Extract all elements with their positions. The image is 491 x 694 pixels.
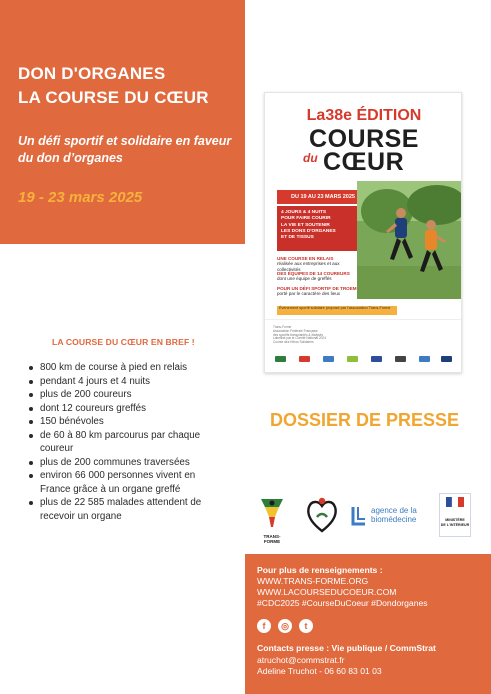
list-item: 150 bénévoles xyxy=(40,415,228,429)
ministere-line-1: MINISTÈRE xyxy=(445,518,465,522)
poster-footer-line: Course des Héros Solidaires xyxy=(273,340,314,345)
poster-red-line: LA VIE ET SOUTENIR xyxy=(281,222,330,228)
list-item: plus de 200 communes traversées xyxy=(40,456,228,470)
poster-info-1-title: UNE COURSE EN RELAIS xyxy=(277,256,334,261)
page-title xyxy=(18,62,209,110)
ministere-logo xyxy=(439,493,471,537)
facts-list xyxy=(40,361,228,523)
agence-logo-icon xyxy=(350,505,368,527)
poster-red-line: 4 JOURS & 4 NUITS xyxy=(281,210,327,215)
twitter-icon[interactable]: t xyxy=(299,619,313,633)
info-title: Pour plus de renseignements : xyxy=(257,565,383,575)
transforme-logo xyxy=(257,495,287,544)
partner-logo-icon xyxy=(347,356,358,362)
agence-line-1: agence de la xyxy=(371,506,417,515)
poster-info-3 xyxy=(277,286,359,297)
event-dates: 19 - 23 mars 2025 xyxy=(18,189,143,206)
title-panel xyxy=(0,0,245,244)
list-item: environ 66 000 personnes vivent en France grâce à un organe greffé xyxy=(40,469,228,496)
title-line-2: LA COURSE DU CŒUR xyxy=(18,88,209,107)
agence-biomedecine-logo xyxy=(350,505,430,529)
dossier-heading: DOSSIER DE PRESSE xyxy=(270,410,460,430)
poster-info-2-text: dont une équipe de greffés xyxy=(277,276,332,282)
hashtags: #CDC2025 #CourseDuCoeur #Dondorganes xyxy=(257,598,428,608)
title-line-1: DON D'ORGANES xyxy=(18,64,166,83)
poster-footer-line: Labellisé par le Comité National 2024 xyxy=(273,336,326,341)
list-item: dont 12 coureurs greffés xyxy=(40,402,228,416)
partner-logos xyxy=(255,493,491,544)
poster-red-box xyxy=(277,206,357,251)
website-link-lacourseducoeur[interactable]: WWW.LACOURSEDUCOEUR.COM xyxy=(257,587,397,597)
contact-panel xyxy=(245,554,491,694)
poster-red-line: LES DONS D'ORGANES xyxy=(281,228,336,234)
ministere-logo-text xyxy=(440,518,470,527)
runners-photo xyxy=(357,181,462,299)
poster-footer-line: Association Fédérale Française xyxy=(273,328,318,333)
transforme-logo-text: TRANS-FORME xyxy=(263,534,281,544)
poster-info-1-text: réalisée aux entreprises et aux collectivités xyxy=(277,261,340,272)
poster-footer xyxy=(265,319,462,373)
agence-logo-text xyxy=(371,506,417,524)
french-flag-icon xyxy=(440,496,470,510)
subtitle: Un défi sportif et solidaire en faveur du don d’organes xyxy=(18,134,232,165)
partner-logo-icon xyxy=(299,356,310,362)
list-item: 800 km de course à pied en relais xyxy=(40,361,228,375)
event-poster xyxy=(264,92,462,373)
facebook-icon[interactable]: f xyxy=(257,619,271,633)
poster-info-2-title: DES ÉQUIPES DE 14 COUREURS xyxy=(277,271,350,276)
list-item: plus de 22 585 malades attendent de recevoir un organe xyxy=(40,496,228,523)
website-link-transforme[interactable]: WWW.TRANS-FORME.ORG xyxy=(257,576,369,586)
poster-date-bar: DU 19 AU 23 MARS 2025 xyxy=(277,190,369,204)
partner-logo-icon xyxy=(275,356,286,362)
partner-logo-icon xyxy=(395,356,406,362)
partner-logo-icon xyxy=(371,356,382,362)
list-item: plus de 200 coureurs xyxy=(40,388,228,402)
press-contact-title: Contacts presse : Vie publique / CommStrat xyxy=(257,643,436,653)
press-phone: Adeline Truchot - 06 60 83 01 03 xyxy=(257,666,382,676)
partner-logo-icon xyxy=(419,356,430,362)
poster-coeur-word: CŒUR xyxy=(323,148,405,176)
poster-edition: La38e ÉDITION xyxy=(306,107,422,124)
partner-logo-icon xyxy=(323,356,334,362)
heart-runner-icon xyxy=(305,495,339,535)
poster-info-3-title: POUR UN DÉFI SPORTIF DE TROEM xyxy=(277,286,357,291)
heart-logo xyxy=(305,495,339,535)
instagram-icon[interactable]: ◎ xyxy=(278,619,292,633)
poster-red-line: POUR FAIRE COURIR xyxy=(281,216,331,222)
list-item: pendant 4 jours et 4 nuits xyxy=(40,375,228,389)
poster-info-2 xyxy=(277,271,359,282)
transforme-logo-icon xyxy=(257,495,287,529)
press-email[interactable]: atruchot@commstrat.fr xyxy=(257,655,345,665)
poster-info-3-text: porté par le caractère des lieux xyxy=(277,291,341,297)
poster-footer-text xyxy=(273,326,343,345)
ministere-line-2: DE L'INTÉRIEUR xyxy=(440,522,470,527)
poster-info-1 xyxy=(277,256,359,272)
poster-du-word: du xyxy=(303,151,318,165)
brief-title: LA COURSE DU CŒUR EN BREF ! xyxy=(52,337,195,347)
list-item: de 60 à 80 km parcourus par chaque coureur xyxy=(40,429,228,456)
agence-line-2: biomédecine xyxy=(371,515,417,524)
poster-footer-line: des sportifs transplantés & dialysés xyxy=(273,332,323,337)
poster-course-word: COURSE xyxy=(309,125,419,153)
poster-orange-note: Événement sportif solidaire proposé par l'association Trans-Forme xyxy=(277,306,397,315)
poster-red-line: ET DE TISSUS xyxy=(281,235,314,241)
partner-logo-icon xyxy=(441,356,452,362)
poster-footer-line: Trans-Forme xyxy=(273,325,292,329)
